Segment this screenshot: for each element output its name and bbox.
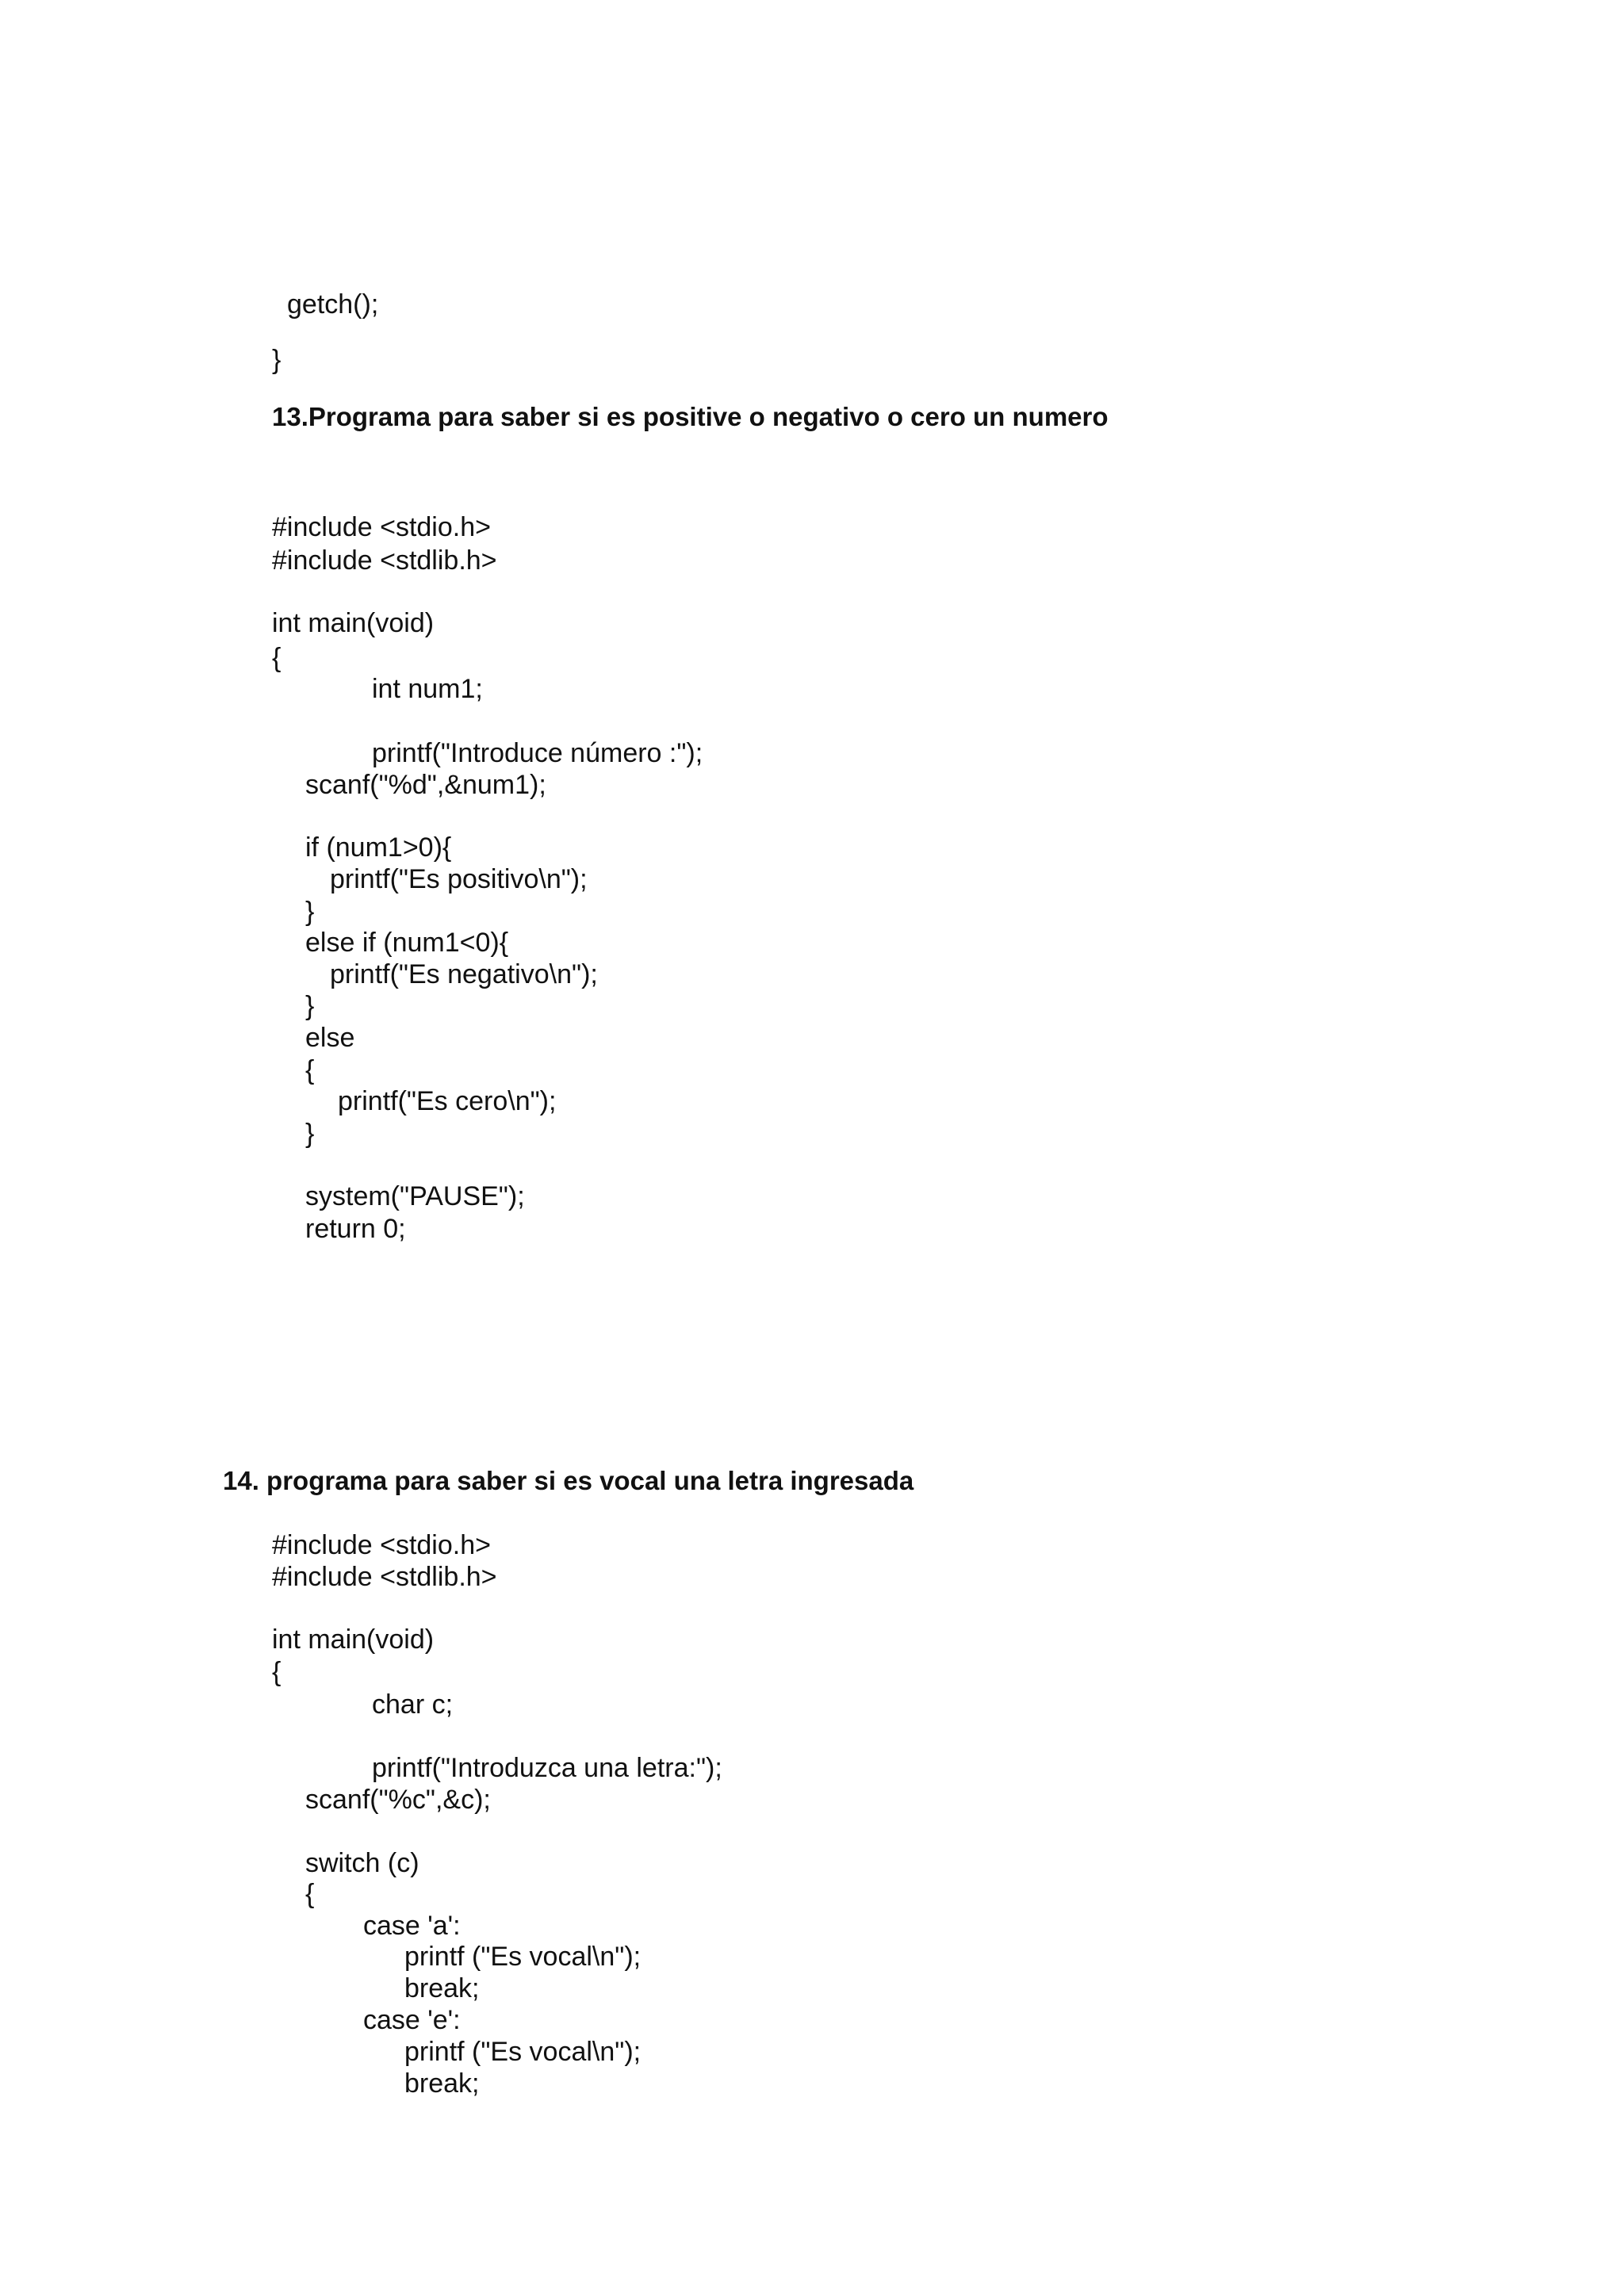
- code-line: printf ("Es vocal\n");: [404, 1942, 642, 1972]
- code-line: else if (num1<0){: [305, 928, 509, 958]
- section-14-heading: 14. programa para saber si es vocal una letra ingresada: [223, 1466, 914, 1495]
- code-line: printf ("Es vocal\n");: [404, 2037, 642, 2067]
- section-13-heading: 13.Programa para saber si es positive o negativo o cero un numero: [272, 402, 1109, 431]
- code-line: case 'a':: [363, 1911, 461, 1941]
- code-line: }: [272, 345, 282, 375]
- code-line: }: [305, 1119, 315, 1149]
- code-line: case 'e':: [363, 2005, 461, 2035]
- code-line: {: [272, 1657, 282, 1687]
- code-line: printf("Introduce número :");: [372, 738, 703, 768]
- code-line: printf("Es positivo\n");: [330, 864, 588, 894]
- code-line: return 0;: [305, 1214, 406, 1244]
- code-line: else: [305, 1023, 355, 1053]
- code-line: #include <stdio.h>: [272, 512, 491, 542]
- code-line: int main(void): [272, 1624, 435, 1655]
- code-line: printf("Es cero\n");: [338, 1086, 557, 1116]
- code-line: printf("Introduzca una letra:");: [372, 1753, 722, 1783]
- code-line: switch (c): [305, 1848, 419, 1878]
- code-line: if (num1>0){: [305, 832, 452, 863]
- code-line: #include <stdlib.h>: [272, 1562, 497, 1592]
- code-line: }: [305, 991, 315, 1021]
- code-line: #include <stdlib.h>: [272, 545, 497, 576]
- code-line: printf("Es negativo\n");: [330, 959, 598, 989]
- code-line: char c;: [372, 1689, 454, 1720]
- code-line: int main(void): [272, 608, 435, 638]
- code-line: break;: [404, 1973, 480, 2003]
- code-line: scanf("%c",&c);: [305, 1785, 491, 1815]
- code-line: {: [272, 643, 282, 673]
- code-line: int num1;: [372, 674, 483, 704]
- code-line: system("PAUSE");: [305, 1181, 525, 1211]
- code-line: scanf("%d",&num1);: [305, 770, 546, 800]
- code-line: #include <stdio.h>: [272, 1530, 491, 1560]
- code-line: break;: [404, 2068, 480, 2099]
- code-line: {: [305, 1055, 315, 1085]
- code-line: {: [305, 1879, 315, 1909]
- code-line: getch();: [287, 289, 379, 320]
- code-line: }: [305, 897, 315, 927]
